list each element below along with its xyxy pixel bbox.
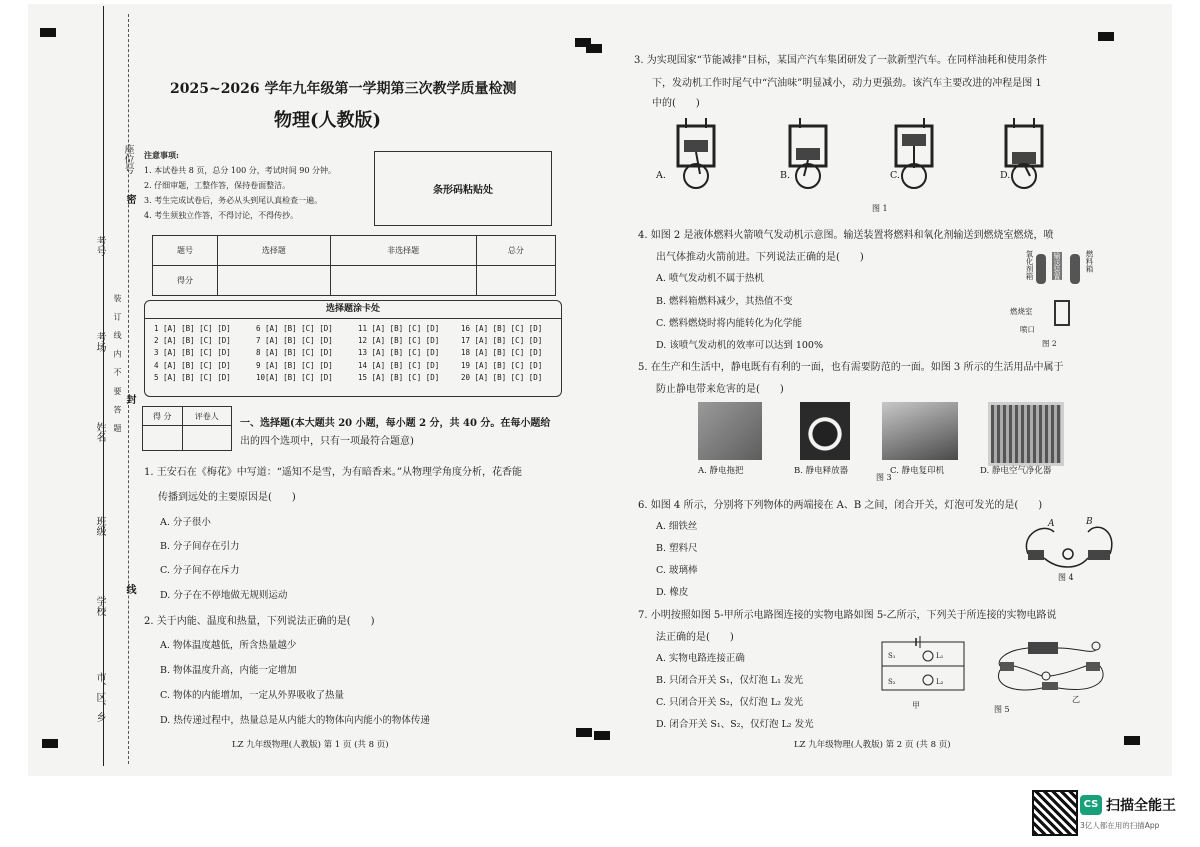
question-6-stem: 6. 如图 4 所示，分别将下列物体的两端接在 A、B 之间，闭合开关，灯泡可发光的是( )	[638, 500, 1043, 511]
section-heading: 出的四个选项中，只有一项最符合题意)	[240, 436, 414, 447]
registration-mark	[1124, 736, 1140, 745]
question-1-option[interactable]: A. 分子很小	[160, 517, 211, 528]
cut-line	[128, 14, 129, 764]
seal-mark-3: 线	[124, 584, 135, 594]
svg-text:A: A	[1048, 519, 1055, 529]
question-7-option[interactable]: B. 只闭合开关 S₁，仅灯泡 L₁ 发光	[656, 675, 804, 686]
answer-column[interactable]: 11 [A] [B] [C] [D] 12 [A] [B] [C] [D] 13 [A] [B] [C] [D] 14 [A] [B] [C] [D] 15 [A] [B] [C] [D]	[358, 324, 440, 382]
notice-item: 4. 考生须独立作答，不得讨论，不得传抄。	[144, 211, 299, 220]
question-5-stem: 5. 在生产和生活中，静电既有有利的一面，也有需要防范的一面。如图 3 所示的生活用品中属于	[638, 362, 1064, 373]
question-3-stem: 3. 为实现国家“节能减排”目标，某国产汽车集团研发了一款新型汽车。在同样油耗和使用条件	[634, 55, 1047, 66]
sidebar-name: 姓名	[94, 422, 105, 442]
sidebar-school: 学校	[94, 596, 105, 616]
score-header: 总分	[476, 236, 555, 266]
answer-column[interactable]: 1 [A] [B] [C] [D] 2 [A] [B] [C] [D] 3 [A] [B] [C] [D] 4 [A] [B] [C] [D] 5 [A] [B] [C] [D]	[154, 324, 231, 382]
engine-stroke-c	[896, 118, 932, 188]
question-7-option[interactable]: D. 闭合开关 S₁、S₂，仅灯泡 L₂ 发光	[656, 719, 814, 730]
registration-mark	[586, 44, 602, 53]
registration-mark	[594, 731, 610, 740]
question-6-option[interactable]: A. 细铁丝	[656, 521, 698, 532]
answer-column[interactable]: 6 [A] [B] [C] [D] 7 [A] [B] [C] [D] 8 [A] [B] [C] [D] 9 [A] [B] [C] [D] 10[A] [B] [C] [D]	[256, 324, 333, 382]
question-7-option[interactable]: A. 实物电路连接正确	[656, 653, 745, 664]
page-footer: LZ 九年级物理(人教版) 第 2 页 (共 8 页)	[794, 740, 951, 750]
question-4-option[interactable]: A. 喷气发动机不属于热机	[656, 273, 764, 284]
question-5-option[interactable]: C. 静电复印机	[890, 466, 945, 476]
label-chamber: 燃烧室	[1010, 307, 1033, 316]
question-2-stem: 2. 关于内能、温度和热量，下列说法正确的是( )	[144, 616, 375, 627]
figure-caption: 图 4	[1058, 573, 1074, 582]
exam-page-2	[594, 4, 1172, 776]
answer-column[interactable]: 16 [A] [B] [C] [D] 17 [A] [B] [C] [D] 18 [A] [B] [C] [D] 19 [A] [B] [C] [D] 20 [A] [B] [C] [D]	[461, 324, 543, 382]
static-copier-photo	[882, 402, 958, 460]
svg-text:S₂: S₂	[888, 678, 896, 686]
answer-card-title: 选择题涂卡处	[145, 301, 561, 319]
question-2-option[interactable]: B. 物体温度升高，内能一定增加	[160, 665, 297, 676]
label-yi: 乙	[1072, 695, 1080, 704]
exam-page-1	[28, 4, 594, 776]
registration-mark	[1098, 32, 1114, 41]
seal-mark-1: 密	[124, 194, 135, 204]
question-1-option[interactable]: C. 分子间存在斥力	[160, 565, 240, 576]
question-3-option[interactable]: A.	[656, 170, 666, 181]
rocket-engine-figure	[1006, 250, 1116, 348]
question-4-option[interactable]: D. 该喷气发动机的效率可以达到 100%	[656, 340, 823, 351]
question-4-option[interactable]: C. 燃料燃烧时将内能转化为化学能	[656, 318, 802, 329]
question-7-stem: 法正确的是( )	[656, 632, 734, 643]
question-6-option[interactable]: C. 玻璃棒	[656, 565, 698, 576]
page-footer: LZ 九年级物理(人教版) 第 1 页 (共 8 页)	[232, 740, 389, 750]
question-4-stem: 4. 如图 2 是液体燃料火箭喷气发动机示意图。输送装置将燃料和氧化剂输送到燃烧室燃烧，喷	[638, 230, 1054, 241]
grader-label: 评卷人	[182, 407, 232, 426]
label-fuel-tank: 燃料箱	[1085, 250, 1094, 273]
no-answer-warning: 装 订 线 内 不 要 答 题	[113, 294, 122, 436]
question-1-option[interactable]: B. 分子间存在引力	[160, 541, 240, 552]
engine-strokes-figure	[654, 116, 1074, 196]
question-3-option[interactable]: D.	[1000, 170, 1011, 181]
question-1-option[interactable]: D. 分子在不停地做无规则运动	[160, 590, 288, 601]
grader-score-cell[interactable]	[143, 426, 183, 451]
conductor-test-circuit	[1014, 514, 1124, 576]
svg-text:L₁: L₁	[936, 652, 944, 660]
grader-score-label: 得 分	[143, 407, 183, 426]
score-header: 非选择题	[330, 236, 476, 266]
answer-card	[144, 300, 562, 397]
figure-caption: 图 2	[1042, 339, 1057, 348]
notices-heading: 注意事项:	[144, 150, 179, 160]
label-transport: 输送装置	[1053, 252, 1061, 280]
static-air-purifier-photo	[988, 402, 1064, 466]
label-nozzle: 喷口	[1020, 325, 1035, 334]
label-jia: 甲	[912, 701, 920, 710]
engine-stroke-a	[678, 118, 714, 188]
static-discharger-photo	[800, 402, 850, 460]
binding-line	[103, 6, 104, 766]
circuit-diagram-jia	[876, 636, 970, 700]
question-6-option[interactable]: D. 橡皮	[656, 587, 689, 598]
svg-text:B: B	[1086, 517, 1093, 527]
question-3-stem: 下，发动机工作时尾气中“汽油味”明显减小，动力更强劲。该汽车主要改进的冲程是图 1	[652, 78, 1042, 89]
sidebar-room: 考场	[94, 332, 105, 352]
question-5-option[interactable]: A. 静电拖把	[698, 466, 744, 476]
sidebar-exam-no: 考号	[94, 236, 105, 256]
score-cell[interactable]	[218, 266, 331, 296]
figure-caption: 图 5	[994, 705, 1010, 714]
question-1-stem: 1. 王安石在《梅花》中写道：“遥知不是雪，为有暗香来。”从物理学角度分析，花香能	[144, 467, 522, 478]
question-7-stem: 7. 小明按照如图 5-甲所示电路图连接的实物电路如图 5-乙所示，下列关于所连接的实物电路说	[638, 610, 1057, 621]
question-4-option[interactable]: B. 燃料箱燃料减少，其热值不变	[656, 296, 793, 307]
exam-title: 2025~2026 学年九年级第一学期第三次教学质量检测	[170, 81, 517, 97]
question-5-stem: 防止静电带来危害的是( )	[656, 384, 784, 395]
notice-item: 1. 本试卷共 8 页，总分 100 分，考试时间 90 分钟。	[144, 166, 336, 175]
question-2-option[interactable]: D. 热传递过程中，热量总是从内能大的物体向内能小的物体传递	[160, 715, 430, 726]
question-6-option[interactable]: B. 塑料尺	[656, 543, 698, 554]
label-oxidizer-tank: 氧化剂箱	[1025, 250, 1034, 280]
registration-mark	[40, 28, 56, 37]
qr-code	[1032, 790, 1078, 836]
question-2-option[interactable]: A. 物体温度越低，所含热量越少	[160, 640, 297, 651]
static-mop-photo	[698, 402, 762, 460]
figure-caption: 图 3	[876, 473, 892, 482]
svg-text:L₂: L₂	[936, 678, 944, 686]
exam-subject: 物理(人教版)	[274, 110, 382, 131]
question-3-stem: 中的( )	[652, 98, 700, 109]
engine-stroke-d	[1006, 118, 1042, 188]
notice-item: 3. 考生完成试卷后，务必从头到尾认真检查一遍。	[144, 196, 323, 205]
scanner-brand: 扫描全能王	[1106, 798, 1176, 814]
fuel-tank	[1070, 254, 1080, 284]
barcode-area	[374, 151, 552, 226]
barcode-label: 条形码粘贴处	[433, 185, 493, 196]
registration-mark	[576, 728, 592, 737]
notice-item: 2. 仔细审题，工整作答，保持卷面整洁。	[144, 181, 291, 190]
question-3-option[interactable]: C.	[890, 170, 900, 181]
sidebar-seat: 座位号	[122, 144, 133, 174]
figure-caption: 图 1	[872, 204, 888, 213]
score-header: 选择题	[218, 236, 331, 266]
grader-box	[142, 406, 232, 451]
question-5-option[interactable]: B. 静电释放器	[794, 466, 849, 476]
section-heading: 一、选择题(本大题共 20 小题，每小题 2 分，共 40 分。在每小题给	[240, 418, 551, 429]
scanner-logo-icon: CS	[1080, 795, 1102, 815]
scanner-tagline: 3亿人都在用的扫描App	[1080, 821, 1160, 830]
sidebar-region: 市、区、乡	[94, 672, 105, 722]
score-cell[interactable]	[330, 266, 476, 296]
grader-cell[interactable]	[182, 426, 232, 451]
combustion-chamber	[1054, 300, 1070, 326]
sidebar-class: 班级	[94, 516, 105, 536]
score-cell[interactable]	[476, 266, 555, 296]
svg-text:S₁: S₁	[888, 652, 896, 660]
score-header: 题号	[153, 236, 218, 266]
score-row-label: 得分	[153, 266, 218, 296]
circuit-photo-yi	[986, 636, 1120, 700]
question-1-stem: 传播到远处的主要原因是( )	[158, 492, 296, 503]
registration-mark	[42, 739, 58, 748]
question-2-option[interactable]: C. 物体的内能增加，一定从外界吸收了热量	[160, 690, 344, 701]
question-5-option[interactable]: D. 静电空气净化器	[980, 466, 1052, 476]
score-table	[152, 235, 556, 296]
oxidizer-tank	[1036, 254, 1046, 284]
question-3-option[interactable]: B.	[780, 170, 791, 181]
engine-stroke-b	[790, 118, 826, 188]
question-4-stem: 出气体推动火箭前进。下列说法正确的是( )	[656, 252, 864, 263]
question-7-option[interactable]: C. 只闭合开关 S₂，仅灯泡 L₂ 发光	[656, 697, 803, 708]
seal-mark-2: 封	[124, 394, 135, 404]
